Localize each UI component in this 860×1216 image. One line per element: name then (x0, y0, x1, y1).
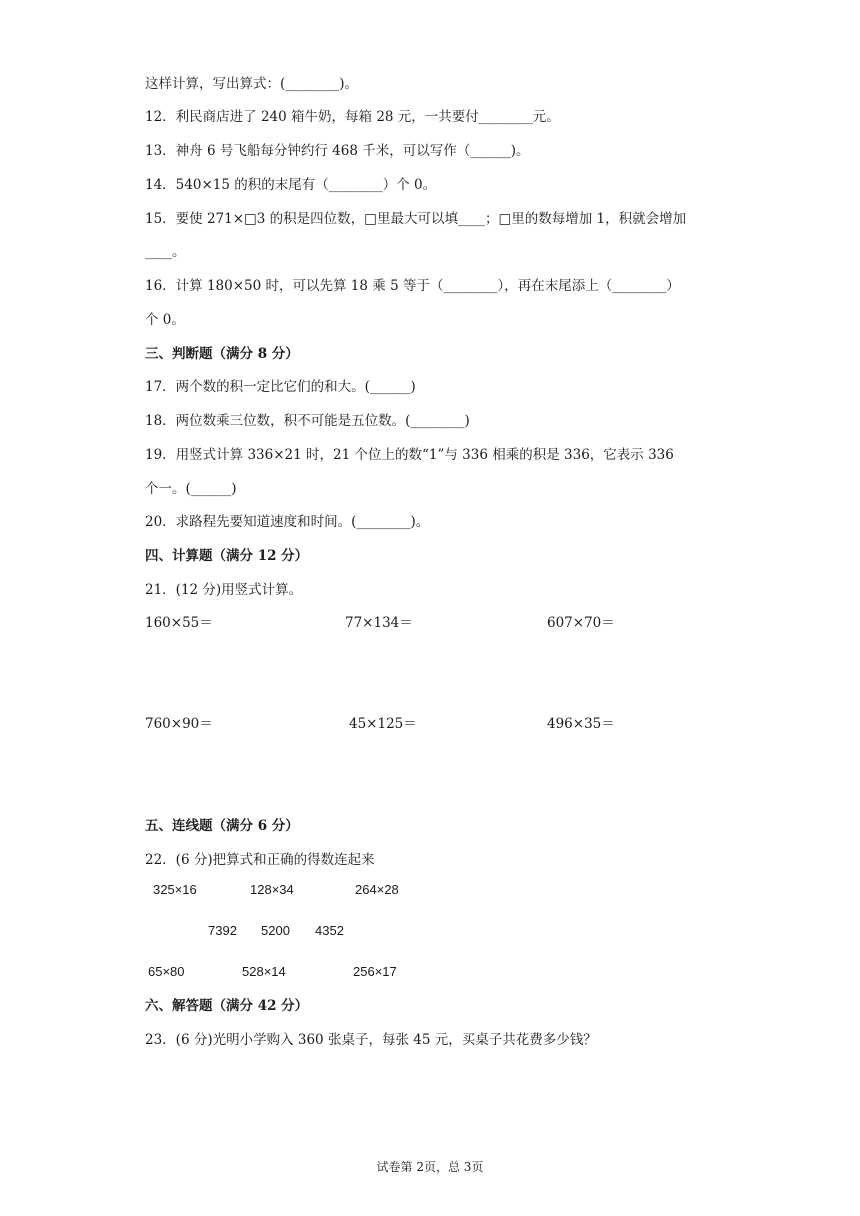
question-13: 13．神舟 6 号飞船每分钟约行 468 千米，可以写作（______)。 (145, 143, 530, 159)
calc-item: 45×125＝ (349, 716, 417, 732)
question-17: 17．两个数的积一定比它们的和大。(______) (145, 379, 416, 395)
calc-item: 160×55＝ (145, 615, 213, 631)
calc-item: 496×35＝ (547, 716, 615, 732)
match-expression[interactable]: 325×16 (153, 882, 197, 897)
question-16-tail: 个 0。 (145, 312, 185, 328)
question-18: 18．两位数乘三位数，积不可能是五位数。(________) (145, 413, 470, 429)
match-expression[interactable]: 128×34 (250, 882, 294, 897)
section-heading-word-problems: 六、解答题（满分 42 分） (145, 998, 309, 1014)
question-22: 22．(6 分)把算式和正确的得数连起来 (145, 852, 375, 868)
match-result[interactable]: 5200 (261, 923, 290, 938)
calc-item: 760×90＝ (145, 716, 213, 732)
question-11-tail: 这样计算，写出算式：(________)。 (145, 76, 359, 92)
question-20: 20．求路程先要知道速度和时间。(________)。 (145, 514, 430, 530)
page-footer: 试卷第 2页，总 3页 (376, 1160, 484, 1174)
question-12: 12．利民商店进了 240 箱牛奶，每箱 28 元，一共要付________元。 (145, 109, 560, 125)
question-14: 14．540×15 的积的末尾有（________）个 0。 (145, 177, 437, 193)
question-23: 23．(6 分)光明小学购入 360 张桌子，每张 45 元，买桌子共花费多少钱？ (145, 1032, 597, 1048)
match-expression[interactable]: 65×80 (148, 964, 185, 979)
question-19: 19．用竖式计算 336×21 时，21 个位上的数“1”与 336 相乘的积是 336，它表示 336 (145, 447, 674, 463)
calc-item: 77×134＝ (345, 615, 413, 631)
question-15: 15．要使 271×□3 的积是四位数，□里最大可以填____；□里的数每增加 1，积就会增加 (145, 211, 687, 227)
question-21: 21．(12 分)用竖式计算。 (145, 582, 303, 598)
section-heading-calculation: 四、计算题（满分 12 分） (145, 548, 309, 564)
question-19-tail: 个一。(______) (145, 481, 237, 497)
match-result[interactable]: 7392 (208, 923, 237, 938)
question-15-tail: ____。 (145, 244, 186, 260)
match-expression[interactable]: 528×14 (242, 964, 286, 979)
match-expression[interactable]: 256×17 (353, 964, 397, 979)
calc-item: 607×70＝ (547, 615, 615, 631)
match-result[interactable]: 4352 (315, 923, 344, 938)
question-16: 16．计算 180×50 时，可以先算 18 乘 5 等于（________），再在末尾添上（________） (145, 278, 680, 294)
section-heading-matching: 五、连线题（满分 6 分） (145, 818, 299, 834)
section-heading-judgement: 三、判断题（满分 8 分） (145, 346, 299, 362)
match-expression[interactable]: 264×28 (355, 882, 399, 897)
